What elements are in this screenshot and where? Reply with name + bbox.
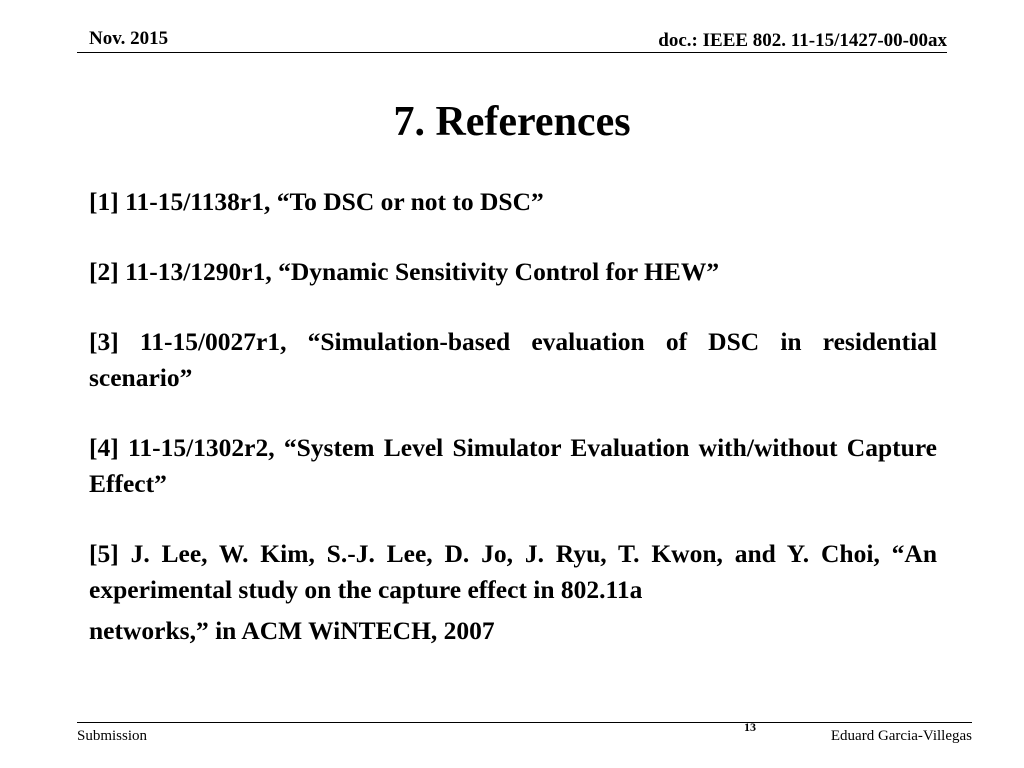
- reference-2: [2] 11-13/1290r1, “Dynamic Sensitivity Control for HEW”: [89, 257, 720, 286]
- slide-title: 7. References: [393, 99, 631, 145]
- reference-5-main: [5] J. Lee, W. Kim, S.-J. Lee, D. Jo, J. Ryu, T. Kwon, and Y. Choi, “An experimental study on the capture effect in 802.11a: [89, 539, 937, 604]
- header-doc-id: doc.: IEEE 802. 11-15/1427-00-00ax: [658, 30, 947, 51]
- footer-divider: [77, 722, 972, 723]
- reference-list: [89, 184, 937, 649]
- header-divider: [77, 52, 947, 53]
- header-date: Nov. 2015: [89, 28, 169, 49]
- reference-5-tail: networks,” in ACM WiNTECH, 2007: [89, 616, 495, 645]
- reference-4: [4] 11-15/1302r2, “System Level Simulator Evaluation with/without Capture Effect”: [89, 433, 937, 498]
- page-number: 13: [744, 720, 756, 734]
- footer-author: Eduard Garcia-Villegas: [830, 728, 972, 744]
- reference-3: [3] 11-15/0027r1, “Simulation-based evaluation of DSC in residential scenario”: [89, 327, 937, 392]
- reference-5: [89, 536, 937, 649]
- footer-submission: Submission: [77, 728, 148, 744]
- reference-1: [1] 11-15/1138r1, “To DSC or not to DSC”: [89, 187, 544, 216]
